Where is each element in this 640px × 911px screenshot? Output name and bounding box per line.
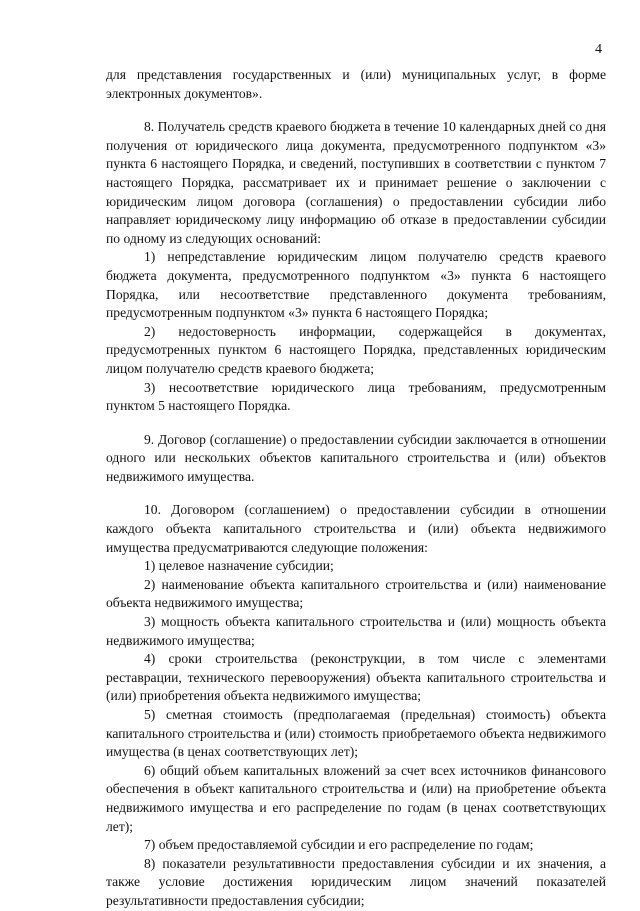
- paragraph-item-10-sub-7: 7) объем предоставляемой субсидии и его распределение по годам;: [144, 837, 534, 853]
- page-number: 4: [595, 42, 602, 57]
- document-body: [106, 66, 606, 911]
- paragraph-item-10-sub-3: 3) мощность объекта капитального строительства и (или) мощность объекта недвижимого имущества;: [106, 614, 606, 648]
- paragraph-continuation: для представления государственных и (или) муниципальных услуг, в форме электронных документов».: [106, 67, 606, 101]
- paragraph-item-10-sub-1: 1) целевое назначение субсидии;: [144, 558, 334, 574]
- paragraph-item-10: 10. Договором (соглашением) о предоставлении субсидии в отношении каждого объекта капитального строительства и (или) объекта недвижимого имущества предусматриваются следующие положения:: [106, 502, 606, 555]
- paragraph-item-8-sub-2: 2) недостоверность информации, содержащейся в документах, предусмотренных пунктом 6 настоящего Порядка, представленных юридическим лицом получателю средств краевого бюджета;: [106, 323, 606, 376]
- paragraph-item-10-sub-8: 8) показатели результативности предоставления субсидии и их значения, а также условие достижения юридическим лицом значений показателей результативности предоставления субсидии;: [106, 855, 606, 908]
- paragraph-item-10-sub-2: 2) наименование объекта капитального строительства и (или) наименование объекта недвижимого имущества;: [106, 576, 606, 611]
- paragraph-item-10-sub-4: 4) сроки строительства (реконструкции, в том числе с элементами реставрации, технического перевооружения) объекта капитального строительства и (или) приобретения объекта недвижимого имущества;: [106, 651, 606, 704]
- paragraph-item-9: 9. Договор (соглашение) о предоставлении субсидии заключается в отношении одного или нескольких объектов капитального строительства и (или) объектов недвижимого имущества.: [106, 431, 606, 484]
- paragraph-item-10-sub-6: 6) общий объем капитальных вложений за счет всех источников финансового обеспечения в объект капитального строительства и (или) на приобретение объекта недвижимого имущества и его распределение по годам (в ценах соответствующих лет);: [106, 762, 606, 834]
- paragraph-item-10-sub-5: 5) сметная стоимость (предполагаемая (предельная) стоимость) объекта капитального строительства и (или) стоимость приобретаемого объекта недвижимого имущества (в ценах соответствующих лет);: [106, 707, 606, 760]
- paragraph-item-8-sub-3: 3) несоответствие юридического лица требованиям, предусмотренным пунктом 5 настоящего Порядка.: [106, 379, 606, 414]
- paragraph-item-8: 8. Получатель средств краевого бюджета в течение 10 календарных дней со дня получения от юридического лица документа, предусмотренного подпунктом «3» пункта 6 настоящего Порядка, и сведений, поступивших в соответствии с пунктом 7 настоящего Порядка, рассматривает их и принимает решение о заключении с юридическим лицом договора (соглашения) о предоставлении субсидии либо направляет юридическому лицу информацию об отказе в предоставлении субсидии по одному из следующих оснований:: [106, 119, 606, 246]
- paragraph-item-8-sub-1: 1) непредставление юридическим лицом получателю средств краевого бюджета документа, предусмотренного подпунктом «3» пункта 6 настоящего Порядка, или несоответствие представленного документа требованиям, предусмотренным подпунктом «3» пункта 6 настоящего Порядка;: [106, 249, 606, 321]
